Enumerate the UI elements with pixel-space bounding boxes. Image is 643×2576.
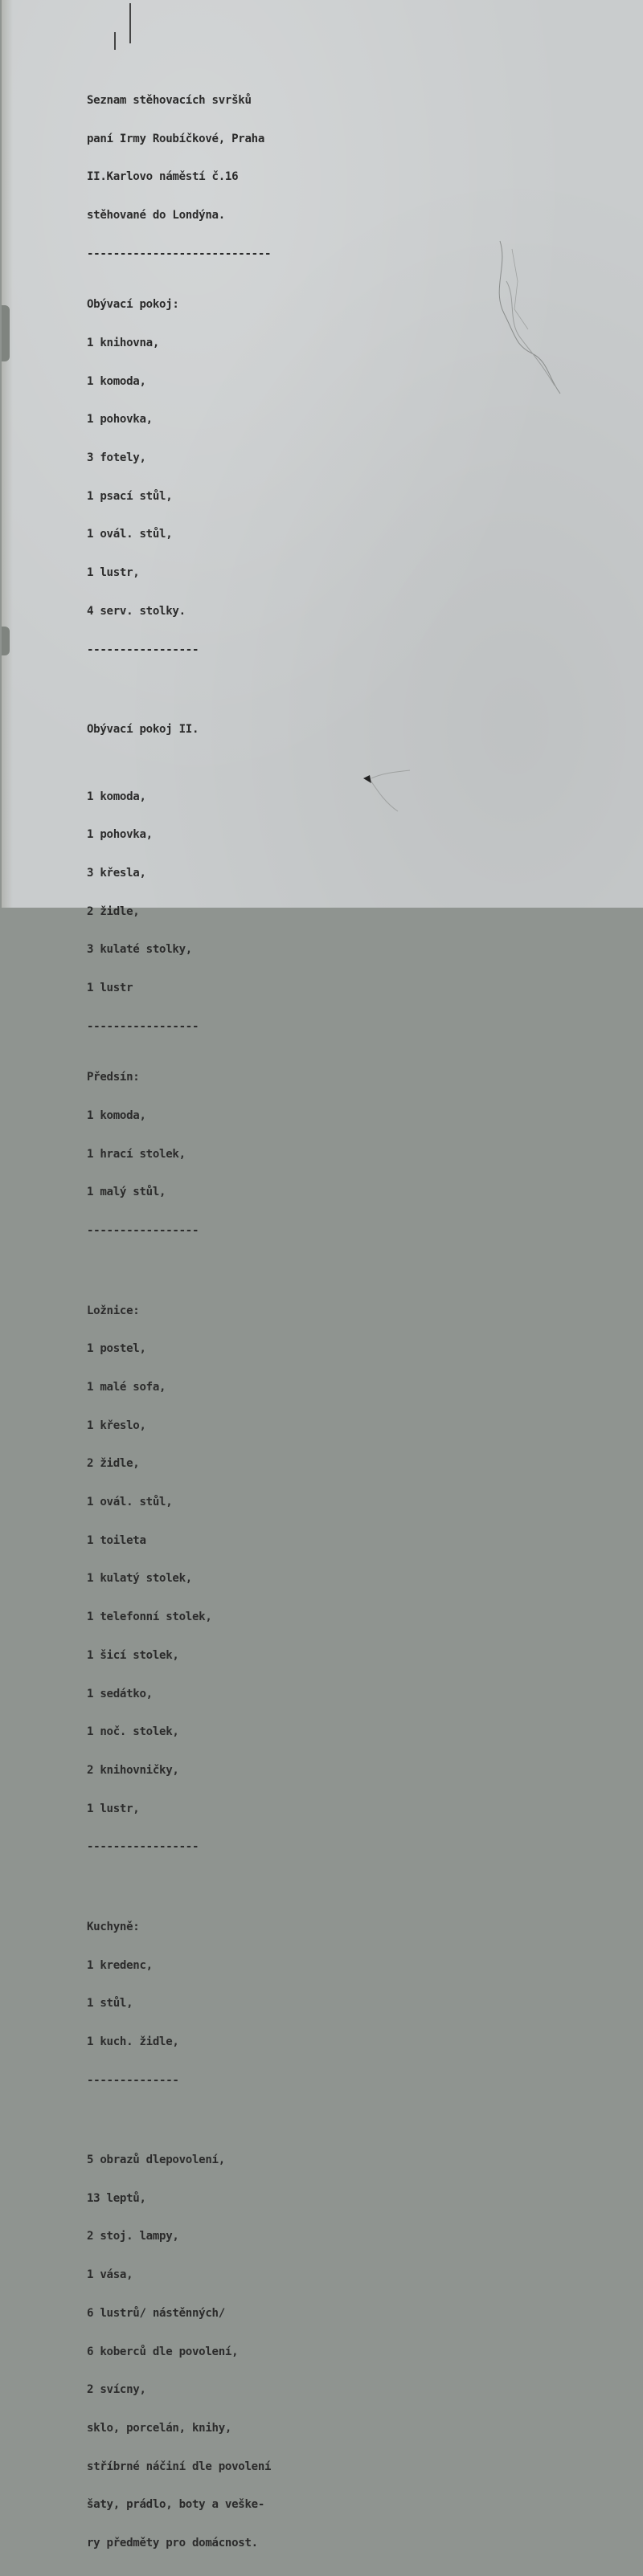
- list-item: stříbrné náčiní dle povolení: [87, 2460, 272, 2473]
- header-line: stěhované do Londýna.: [87, 208, 225, 222]
- list-item: 2 židle,: [87, 1457, 140, 1471]
- paper-crease: [362, 767, 426, 815]
- section-divider: -----------------: [87, 1019, 199, 1033]
- section-divider: -----------------: [87, 643, 199, 656]
- typed-list: [87, 69, 328, 2576]
- section-divider: --------------: [87, 2073, 179, 2087]
- header-line: paní Irmy Roubíčkové, Praha: [87, 132, 264, 145]
- paper-edge-tear: [2, 305, 10, 361]
- list-item: 1 lustr,: [87, 1802, 140, 1815]
- list-item: 1 komoda,: [87, 1109, 146, 1123]
- list-item: 1 šicí stolek,: [87, 1648, 179, 1662]
- section-title: Ložnice:: [87, 1304, 140, 1317]
- list-item: sklo, porcelán, knihy,: [87, 2421, 232, 2435]
- list-item: 1 lustr,: [87, 566, 140, 580]
- section-divider: -----------------: [87, 1224, 199, 1238]
- list-item: 2 židle,: [87, 904, 140, 918]
- list-item: ry předměty pro domácnost.: [87, 2537, 258, 2550]
- list-item: 13 leptů,: [87, 2191, 146, 2205]
- list-item: 1 postel,: [87, 1342, 146, 1356]
- header-line: II.Karlovo náměstí č.16: [87, 170, 239, 184]
- list-item: 4 serv. stolky.: [87, 604, 186, 618]
- list-item: 1 toileta: [87, 1533, 146, 1547]
- list-item: 1 lustr: [87, 982, 133, 995]
- section-title: Předsín:: [87, 1071, 140, 1084]
- list-item: 6 koberců dle povolení,: [87, 2345, 239, 2358]
- list-item: 1 sedátko,: [87, 1687, 153, 1700]
- list-item: 1 knihovna,: [87, 336, 160, 349]
- list-item: 1 malé sofa,: [87, 1380, 166, 1394]
- header-divider: ----------------------------: [87, 247, 272, 260]
- section-title: Obývací pokoj II.: [87, 722, 199, 736]
- list-item: 1 telefonní stolek,: [87, 1611, 212, 1624]
- header-line: Seznam stěhovacích svršků: [87, 93, 252, 107]
- list-item: 1 psací stůl,: [87, 489, 173, 503]
- list-item: 1 kuch. židle,: [87, 2035, 179, 2048]
- list-item: 2 stoj. lampy,: [87, 2230, 179, 2243]
- list-item: 1 komoda,: [87, 374, 146, 388]
- list-item: 1 pohovka,: [87, 828, 153, 842]
- list-item: 1 ovál. stůl,: [87, 1496, 173, 1509]
- paper-edge-tear: [2, 627, 10, 655]
- section-title: Obývací pokoj:: [87, 298, 179, 312]
- list-item: 1 noč. stolek,: [87, 1725, 179, 1739]
- punch-mark: [114, 32, 116, 50]
- list-item: 1 hrací stolek,: [87, 1147, 186, 1161]
- list-item: 3 fotely,: [87, 451, 146, 465]
- section-title: Kuchyně:: [87, 1920, 140, 1933]
- list-item: šaty, prádlo, boty a veške-: [87, 2498, 264, 2512]
- list-item: 1 vása,: [87, 2268, 133, 2282]
- list-item: 1 komoda,: [87, 790, 146, 803]
- list-item: 6 lustrů/ nástěnných/: [87, 2306, 225, 2320]
- section-divider: -----------------: [87, 1840, 199, 1854]
- list-item: 5 obrazů dlepovolení,: [87, 2153, 225, 2167]
- list-item: 1 malý stůl,: [87, 1186, 166, 1199]
- list-item: 1 ovál. stůl,: [87, 528, 173, 541]
- list-item: 1 křeslo,: [87, 1419, 146, 1432]
- paper-sheet: [2, 0, 643, 2550]
- list-item: 1 kredenc,: [87, 1958, 153, 1972]
- list-item: 2 svícny,: [87, 2383, 146, 2397]
- list-item: 1 kulatý stolek,: [87, 1572, 192, 1586]
- list-item: 3 kulaté stolky,: [87, 943, 192, 957]
- list-item: 1 stůl,: [87, 1997, 133, 2011]
- punch-mark: [129, 3, 131, 43]
- pencil-scribble: [484, 233, 572, 410]
- list-item: 2 knihovničky,: [87, 1764, 179, 1777]
- list-item: 3 křesla,: [87, 866, 146, 880]
- list-item: 1 pohovka,: [87, 413, 153, 427]
